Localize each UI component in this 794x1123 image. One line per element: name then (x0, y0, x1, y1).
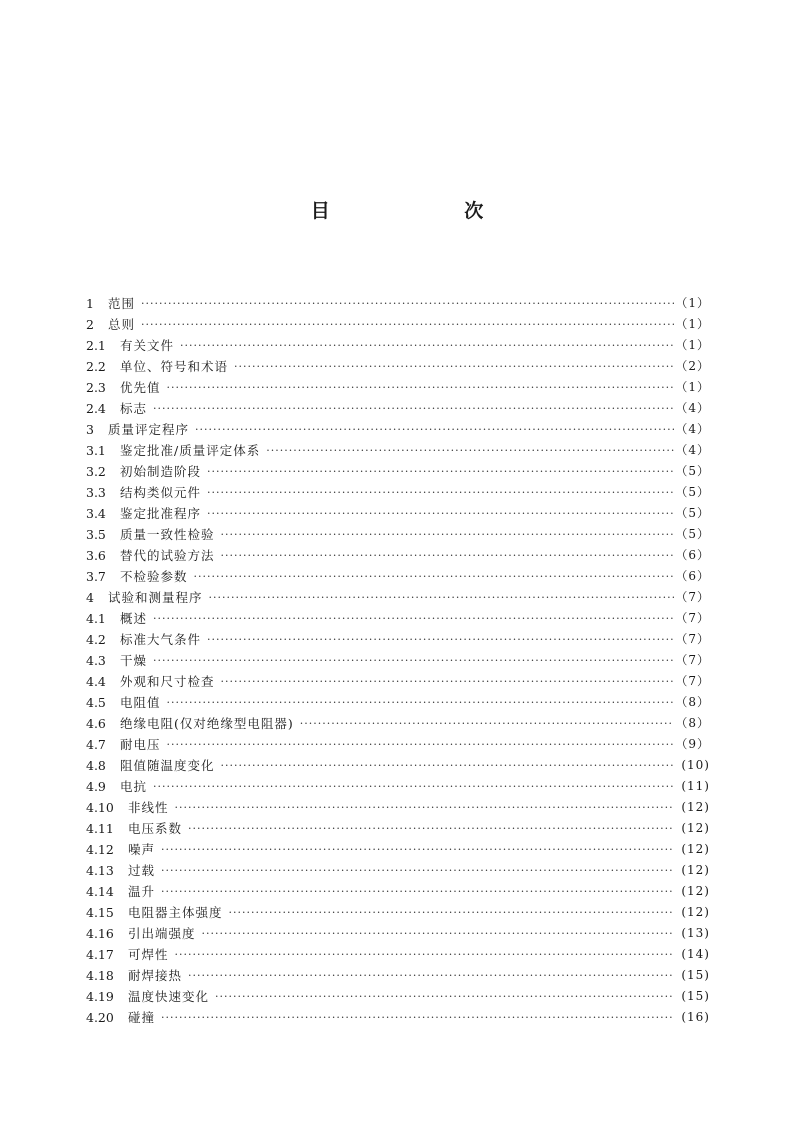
toc-entry-title: 优先值 (120, 380, 161, 395)
toc-entry[interactable] (86, 776, 710, 797)
toc-entry-number: 3.6 (86, 548, 106, 563)
toc-entry-page: （7） (675, 611, 710, 625)
toc-entry-page: （4） (675, 401, 710, 415)
toc-entry-title: 温度快速变化 (128, 989, 210, 1004)
toc-leader-dots (234, 356, 674, 377)
toc-entry[interactable] (86, 797, 710, 818)
toc-entry-number: 4.1 (86, 611, 106, 626)
toc-leader-dots (207, 461, 674, 482)
toc-entry-number: 4.18 (86, 968, 114, 983)
toc-entry-number: 4 (86, 590, 94, 605)
toc-entry[interactable] (86, 293, 710, 314)
toc-entry-page: （5） (675, 506, 710, 520)
toc-entry[interactable] (86, 713, 710, 734)
toc-entry-title: 初始制造阶段 (120, 464, 202, 479)
table-of-contents (86, 293, 710, 1028)
toc-entry-number: 4.7 (86, 737, 106, 752)
toc-entry-title: 标准大气条件 (120, 632, 202, 647)
toc-entry-page: (10) (681, 758, 710, 772)
toc-entry-page: （7） (675, 632, 710, 646)
toc-entry[interactable] (86, 986, 710, 1007)
toc-entry[interactable] (86, 881, 710, 902)
toc-entry-number: 4.16 (86, 926, 114, 941)
toc-entry[interactable] (86, 440, 710, 461)
toc-entry-title: 碰撞 (128, 1010, 156, 1025)
toc-entry-page: (16) (681, 1010, 710, 1024)
toc-entry-page: (12) (681, 800, 710, 814)
toc-leader-dots (300, 713, 674, 734)
toc-leader-dots (167, 692, 674, 713)
toc-entry-page: （5） (675, 527, 710, 541)
toc-leader-dots (161, 1007, 674, 1028)
toc-entry[interactable] (86, 818, 710, 839)
toc-leader-dots (175, 797, 674, 818)
toc-entry[interactable] (86, 902, 710, 923)
toc-entry-page: (15) (681, 968, 710, 982)
toc-entry-page: （1） (675, 317, 710, 331)
toc-entry-number: 4.6 (86, 716, 106, 731)
toc-leader-dots (202, 923, 674, 944)
toc-entry-page: （4） (675, 443, 710, 457)
toc-leader-dots (167, 377, 674, 398)
toc-entry[interactable] (86, 650, 710, 671)
toc-entry-title: 阻值随温度变化 (120, 758, 215, 773)
toc-entry[interactable] (86, 377, 710, 398)
toc-entry-number: 3.4 (86, 506, 106, 521)
toc-entry-number: 3.7 (86, 569, 106, 584)
toc-entry-number: 4.4 (86, 674, 106, 689)
toc-entry[interactable] (86, 314, 710, 335)
toc-entry-number: 4.20 (86, 1010, 114, 1025)
toc-leader-dots (207, 482, 674, 503)
toc-entry[interactable] (86, 755, 710, 776)
toc-entry-title: 可焊性 (128, 947, 169, 962)
toc-entry[interactable] (86, 734, 710, 755)
toc-leader-dots (161, 881, 674, 902)
toc-entry-title: 不检验参数 (120, 569, 188, 584)
toc-entry-number: 4.10 (86, 800, 114, 815)
toc-leader-dots (188, 965, 674, 986)
toc-entry[interactable] (86, 839, 710, 860)
toc-leader-dots (215, 986, 674, 1007)
toc-entry-page: （7） (675, 590, 710, 604)
toc-entry-number: 4.3 (86, 653, 106, 668)
toc-leader-dots (221, 545, 674, 566)
toc-entry-number: 3.1 (86, 443, 106, 458)
toc-leader-dots (195, 419, 674, 440)
toc-entry-title: 电压系数 (128, 821, 183, 836)
toc-entry-page: （6） (675, 569, 710, 583)
toc-entry-number: 3 (86, 422, 94, 437)
toc-entry-number: 4.9 (86, 779, 106, 794)
toc-leader-dots (221, 755, 674, 776)
toc-entry-title: 单位、符号和术语 (120, 359, 229, 374)
toc-entry-title: 质量一致性检验 (120, 527, 215, 542)
toc-entry-number: 3.2 (86, 464, 106, 479)
toc-entry[interactable] (86, 923, 710, 944)
toc-entry-page: (12) (681, 863, 710, 877)
toc-leader-dots (221, 524, 674, 545)
toc-entry-page: (13) (681, 926, 710, 940)
toc-entry[interactable] (86, 398, 710, 419)
toc-leader-dots (161, 860, 674, 881)
toc-entry-number: 4.5 (86, 695, 106, 710)
toc-entry-title: 试验和测量程序 (108, 590, 203, 605)
toc-entry-title: 标志 (120, 401, 148, 416)
toc-entry[interactable] (86, 965, 710, 986)
toc-entry[interactable] (86, 419, 710, 440)
toc-leader-dots (194, 566, 674, 587)
toc-entry[interactable] (86, 503, 710, 524)
toc-entry-page: （1） (675, 380, 710, 394)
toc-entry-number: 4.19 (86, 989, 114, 1004)
toc-entry[interactable] (86, 587, 710, 608)
toc-leader-dots (175, 944, 674, 965)
toc-leader-dots (153, 398, 674, 419)
toc-entry[interactable] (86, 566, 710, 587)
toc-entry-title: 结构类似元件 (120, 485, 202, 500)
toc-leader-dots (153, 608, 674, 629)
toc-entry-title: 鉴定批准/质量评定体系 (120, 443, 261, 458)
toc-leader-dots (161, 839, 674, 860)
toc-entry[interactable] (86, 545, 710, 566)
toc-entry-title: 总则 (108, 317, 136, 332)
toc-leader-dots (266, 440, 674, 461)
toc-entry-title: 引出端强度 (128, 926, 196, 941)
toc-entry-title: 耐电压 (120, 737, 161, 752)
toc-entry[interactable] (86, 1007, 710, 1028)
toc-entry-number: 3.3 (86, 485, 106, 500)
toc-entry-title: 有关文件 (120, 338, 175, 353)
toc-entry-title: 温升 (128, 884, 156, 899)
toc-entry[interactable] (86, 671, 710, 692)
toc-leader-dots (188, 818, 674, 839)
page-title: 目 次 (310, 200, 548, 222)
toc-entry[interactable] (86, 461, 710, 482)
toc-entry-number: 3.5 (86, 527, 106, 542)
toc-entry-page: （8） (675, 716, 710, 730)
toc-entry-title: 干燥 (120, 653, 148, 668)
toc-entry-page: （7） (675, 674, 710, 688)
toc-entry-title: 质量评定程序 (108, 422, 190, 437)
toc-entry-title: 外观和尺寸检查 (120, 674, 215, 689)
toc-entry-title: 概述 (120, 611, 148, 626)
toc-entry[interactable] (86, 608, 710, 629)
toc-entry-title: 替代的试验方法 (120, 548, 215, 563)
toc-entry-page: （5） (675, 464, 710, 478)
toc-entry-title: 耐焊接热 (128, 968, 183, 983)
toc-leader-dots (229, 902, 674, 923)
toc-entry-number: 2 (86, 317, 94, 332)
toc-entry-number: 2.4 (86, 401, 106, 416)
toc-leader-dots (207, 503, 674, 524)
toc-entry-page: (12) (681, 884, 710, 898)
toc-entry-page: （1） (675, 338, 710, 352)
toc-entry-number: 4.2 (86, 632, 106, 647)
toc-entry-page: (14) (681, 947, 710, 961)
toc-entry-page: （5） (675, 485, 710, 499)
toc-entry-number: 4.15 (86, 905, 114, 920)
toc-entry-title: 电阻值 (120, 695, 161, 710)
toc-entry-page: （7） (675, 653, 710, 667)
toc-entry-page: (12) (681, 821, 710, 835)
toc-entry-page: (15) (681, 989, 710, 1003)
toc-leader-dots (207, 629, 674, 650)
toc-entry-page: (11) (681, 779, 710, 793)
toc-entry-number: 2.3 (86, 380, 106, 395)
toc-leader-dots (167, 734, 674, 755)
toc-entry-title: 电阻器主体强度 (128, 905, 223, 920)
toc-entry-number: 4.17 (86, 947, 114, 962)
toc-entry-page: （9） (675, 737, 710, 751)
toc-entry-number: 1 (86, 296, 94, 311)
toc-entry-number: 4.12 (86, 842, 114, 857)
toc-leader-dots (209, 587, 674, 608)
toc-entry-title: 电抗 (120, 779, 148, 794)
toc-leader-dots (180, 335, 674, 356)
toc-leader-dots (141, 293, 674, 314)
toc-leader-dots (153, 776, 674, 797)
toc-entry-page: （6） (675, 548, 710, 562)
toc-entry-page: （2） (675, 359, 710, 373)
toc-entry-number: 4.14 (86, 884, 114, 899)
toc-entry[interactable] (86, 692, 710, 713)
toc-entry[interactable] (86, 860, 710, 881)
toc-entry-number: 2.2 (86, 359, 106, 374)
toc-entry-title: 范围 (108, 296, 136, 311)
toc-entry-title: 绝缘电阻(仅对绝缘型电阻器) (120, 716, 294, 731)
toc-entry-page: （8） (675, 695, 710, 709)
toc-entry-title: 过载 (128, 863, 156, 878)
toc-entry[interactable] (86, 356, 710, 377)
toc-entry-number: 4.8 (86, 758, 106, 773)
toc-entry-title: 鉴定批准程序 (120, 506, 202, 521)
toc-entry[interactable] (86, 944, 710, 965)
toc-leader-dots (153, 650, 674, 671)
toc-entry-number: 4.11 (86, 821, 114, 836)
toc-leader-dots (141, 314, 674, 335)
toc-entry[interactable] (86, 629, 710, 650)
toc-entry-title: 非线性 (128, 800, 169, 815)
toc-entry[interactable] (86, 524, 710, 545)
toc-entry-page: （4） (675, 422, 710, 436)
toc-entry-number: 2.1 (86, 338, 106, 353)
toc-entry-page: (12) (681, 905, 710, 919)
toc-entry-title: 噪声 (128, 842, 156, 857)
toc-entry-number: 4.13 (86, 863, 114, 878)
toc-entry-page: (12) (681, 842, 710, 856)
toc-entry[interactable] (86, 335, 710, 356)
toc-entry[interactable] (86, 482, 710, 503)
toc-leader-dots (221, 671, 674, 692)
toc-entry-page: （1） (675, 296, 710, 310)
